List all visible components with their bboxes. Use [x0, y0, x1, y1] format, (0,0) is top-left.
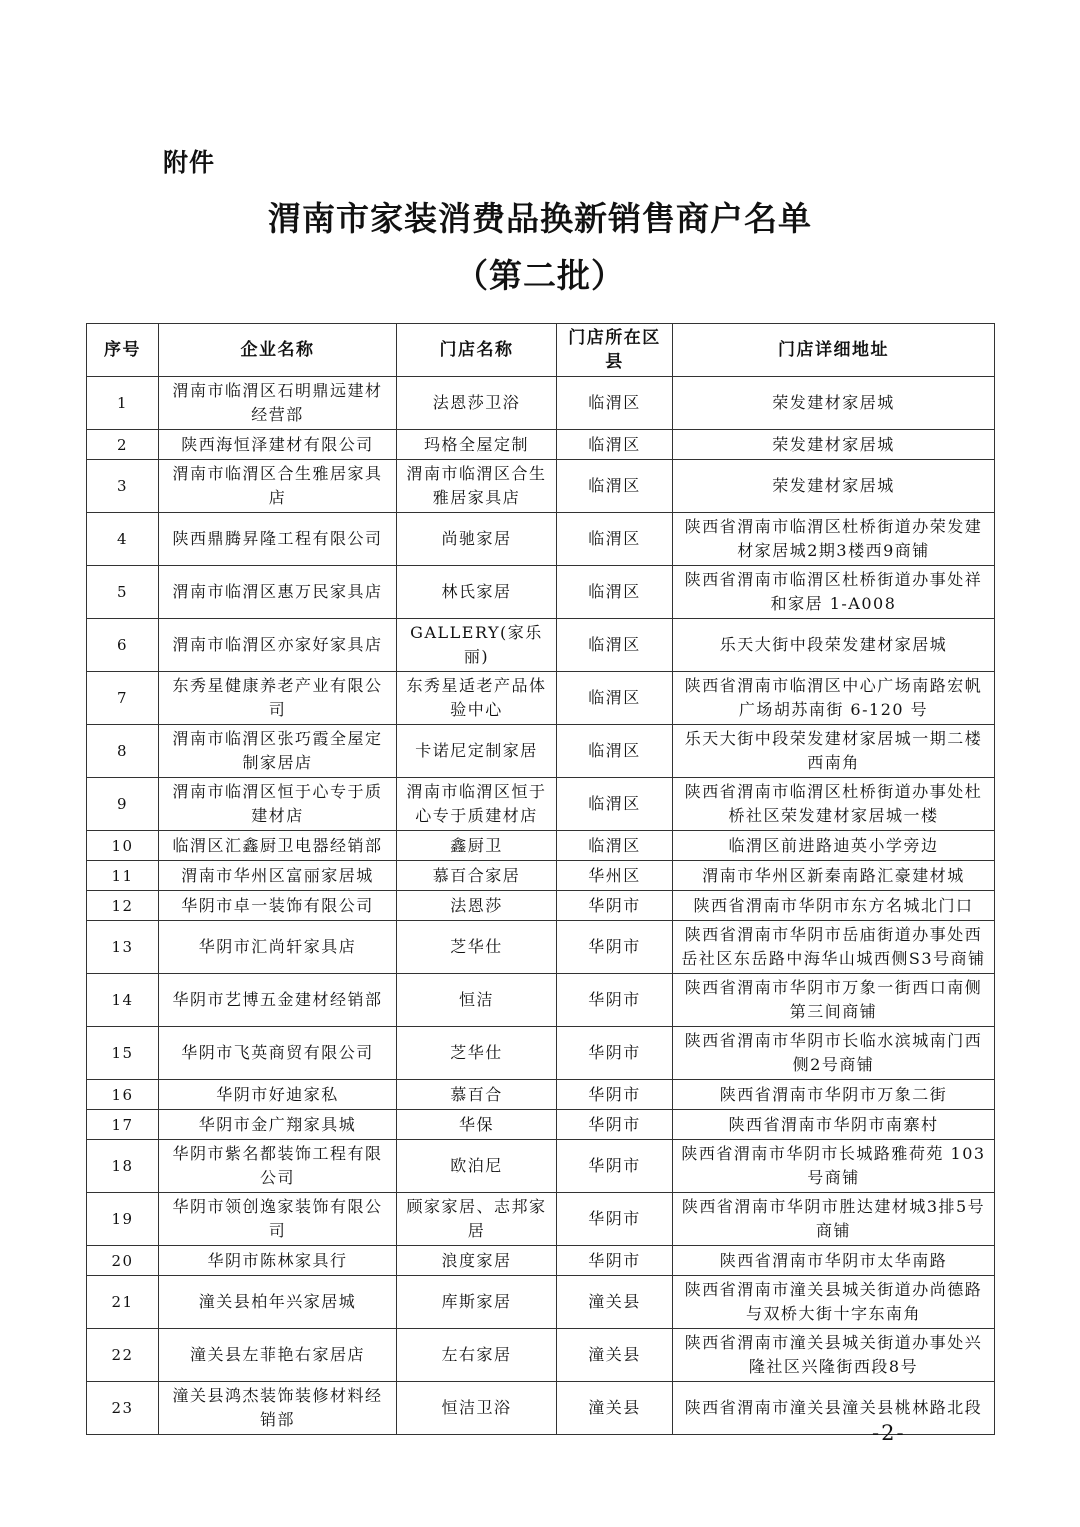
- table-row: [87, 377, 995, 430]
- cell-district: 临渭区: [557, 430, 673, 460]
- cell-district: 华阴市: [557, 1110, 673, 1140]
- cell-store: 尚驰家居: [397, 513, 557, 566]
- cell-company: 华阴市好迪家私: [159, 1080, 397, 1110]
- cell-address: 渭南市华州区新秦南路汇豪建材城: [673, 861, 995, 891]
- cell-district: 华阴市: [557, 921, 673, 974]
- cell-store: 慕百合: [397, 1080, 557, 1110]
- cell-district: 潼关县: [557, 1276, 673, 1329]
- merchant-table: [86, 323, 995, 1435]
- cell-company: 渭南市临渭区石明鼎远建材经营部: [159, 377, 397, 430]
- cell-index: 8: [87, 725, 159, 778]
- cell-index: 11: [87, 861, 159, 891]
- cell-index: 10: [87, 831, 159, 861]
- table-row: [87, 1276, 995, 1329]
- table-row: [87, 725, 995, 778]
- cell-address: 陕西省渭南市潼关县城关街道办事处兴隆社区兴隆街西段8号: [673, 1329, 995, 1382]
- cell-district: 临渭区: [557, 460, 673, 513]
- table-row: [87, 1140, 995, 1193]
- cell-company: 陕西海恒泽建材有限公司: [159, 430, 397, 460]
- cell-district: 临渭区: [557, 831, 673, 861]
- cell-store: 芝华仕: [397, 921, 557, 974]
- cell-store: 顾家家居、志邦家居: [397, 1193, 557, 1246]
- cell-index: 19: [87, 1193, 159, 1246]
- attachment-label: 附件: [163, 148, 216, 177]
- cell-index: 12: [87, 891, 159, 921]
- cell-company: 东秀星健康养老产业有限公司: [159, 672, 397, 725]
- cell-address: 陕西省渭南市华阴市万象二街: [673, 1080, 995, 1110]
- cell-company: 临渭区汇鑫厨卫电器经销部: [159, 831, 397, 861]
- cell-district: 临渭区: [557, 513, 673, 566]
- cell-store: 东秀星适老产品体验中心: [397, 672, 557, 725]
- cell-company: 渭南市临渭区惠万民家具店: [159, 566, 397, 619]
- cell-company: 渭南市临渭区合生雅居家具店: [159, 460, 397, 513]
- cell-company: 渭南市临渭区恒于心专于质建材店: [159, 778, 397, 831]
- table-row: [87, 1080, 995, 1110]
- cell-company: 华阴市陈林家具行: [159, 1246, 397, 1276]
- cell-store: 欧泊尼: [397, 1140, 557, 1193]
- cell-store: 华保: [397, 1110, 557, 1140]
- cell-district: 潼关县: [557, 1382, 673, 1435]
- cell-district: 华阴市: [557, 891, 673, 921]
- cell-store: 鑫厨卫: [397, 831, 557, 861]
- cell-store: 渭南市临渭区恒于心专于质建材店: [397, 778, 557, 831]
- cell-district: 华州区: [557, 861, 673, 891]
- cell-index: 16: [87, 1080, 159, 1110]
- cell-address: 临渭区前进路迪英小学旁边: [673, 831, 995, 861]
- cell-index: 22: [87, 1329, 159, 1382]
- cell-company: 华阴市汇尚轩家具店: [159, 921, 397, 974]
- cell-store: 库斯家居: [397, 1276, 557, 1329]
- cell-store: 林氏家居: [397, 566, 557, 619]
- table-row: [87, 1329, 995, 1382]
- page-number: -2-: [872, 1421, 906, 1445]
- cell-company: 潼关县鸿杰装饰装修材料经销部: [159, 1382, 397, 1435]
- cell-address: 陕西省渭南市华阴市万象一街西口南侧第三间商铺: [673, 974, 995, 1027]
- table-row: [87, 430, 995, 460]
- cell-company: 潼关县柏年兴家居城: [159, 1276, 397, 1329]
- cell-address: 荣发建材家居城: [673, 430, 995, 460]
- table-row: [87, 1246, 995, 1276]
- cell-address: 陕西省渭南市临渭区杜桥街道办荣发建材家居城2期3楼西9商铺: [673, 513, 995, 566]
- cell-address: 陕西省渭南市华阴市南寨村: [673, 1110, 995, 1140]
- page-subtitle: （第二批）: [455, 256, 625, 295]
- cell-company: 华阴市艺博五金建材经销部: [159, 974, 397, 1027]
- cell-address: 陕西省渭南市临渭区中心广场南路宏帆广场胡苏南街 6-120 号: [673, 672, 995, 725]
- cell-company: 华阴市卓一装饰有限公司: [159, 891, 397, 921]
- cell-index: 18: [87, 1140, 159, 1193]
- cell-store: 芝华仕: [397, 1027, 557, 1080]
- cell-address: 乐天大街中段荣发建材家居城: [673, 619, 995, 672]
- cell-index: 2: [87, 430, 159, 460]
- cell-company: 渭南市临渭区张巧霞全屋定制家居店: [159, 725, 397, 778]
- cell-store: 慕百合家居: [397, 861, 557, 891]
- table-row: [87, 1193, 995, 1246]
- cell-store: 左右家居: [397, 1329, 557, 1382]
- table-row: [87, 831, 995, 861]
- cell-district: 华阴市: [557, 1140, 673, 1193]
- table-row: [87, 566, 995, 619]
- cell-address: 乐天大街中段荣发建材家居城一期二楼西南角: [673, 725, 995, 778]
- header-address: 门店详细地址: [673, 324, 995, 377]
- cell-index: 13: [87, 921, 159, 974]
- cell-index: 23: [87, 1382, 159, 1435]
- cell-index: 1: [87, 377, 159, 430]
- header-company: 企业名称: [159, 324, 397, 377]
- cell-address: 陕西省渭南市华阴市岳庙街道办事处西岳社区东岳路中海华山城西侧S3号商铺: [673, 921, 995, 974]
- cell-index: 21: [87, 1276, 159, 1329]
- table-row: [87, 1027, 995, 1080]
- cell-store: 恒洁: [397, 974, 557, 1027]
- cell-district: 华阴市: [557, 1027, 673, 1080]
- cell-district: 华阴市: [557, 974, 673, 1027]
- table-row: [87, 921, 995, 974]
- cell-index: 5: [87, 566, 159, 619]
- cell-store: 恒洁卫浴: [397, 1382, 557, 1435]
- cell-store: 浪度家居: [397, 1246, 557, 1276]
- table-row: [87, 861, 995, 891]
- table-row: [87, 974, 995, 1027]
- cell-company: 华阴市领创逸家装饰有限公司: [159, 1193, 397, 1246]
- cell-index: 15: [87, 1027, 159, 1080]
- table-header-row: [87, 324, 995, 377]
- cell-district: 临渭区: [557, 377, 673, 430]
- cell-index: 3: [87, 460, 159, 513]
- cell-address: 陕西省渭南市华阴市东方名城北门口: [673, 891, 995, 921]
- cell-district: 潼关县: [557, 1329, 673, 1382]
- cell-address: 陕西省渭南市潼关县潼关县桃林路北段: [673, 1382, 995, 1435]
- table-row: [87, 891, 995, 921]
- cell-district: 华阴市: [557, 1246, 673, 1276]
- cell-index: 4: [87, 513, 159, 566]
- table-row: [87, 672, 995, 725]
- cell-store: 渭南市临渭区合生雅居家具店: [397, 460, 557, 513]
- cell-address: 荣发建材家居城: [673, 377, 995, 430]
- cell-index: 17: [87, 1110, 159, 1140]
- cell-index: 7: [87, 672, 159, 725]
- cell-store: 法恩莎: [397, 891, 557, 921]
- cell-district: 临渭区: [557, 619, 673, 672]
- cell-company: 华阴市金广翔家具城: [159, 1110, 397, 1140]
- table-row: [87, 778, 995, 831]
- cell-address: 陕西省渭南市华阴市长临水滨城南门西侧2号商铺: [673, 1027, 995, 1080]
- cell-address: 陕西省渭南市潼关县城关街道办尚德路与双桥大街十字东南角: [673, 1276, 995, 1329]
- table-row: [87, 1382, 995, 1435]
- cell-company: 华阴市飞英商贸有限公司: [159, 1027, 397, 1080]
- cell-address: 陕西省渭南市华阴市太华南路: [673, 1246, 995, 1276]
- cell-index: 6: [87, 619, 159, 672]
- cell-company: 渭南市华州区富丽家居城: [159, 861, 397, 891]
- table-row: [87, 619, 995, 672]
- cell-address: 陕西省渭南市临渭区杜桥街道办事处杜桥社区荣发建材家居城一楼: [673, 778, 995, 831]
- cell-address: 陕西省渭南市华阴市胜达建材城3排5号商铺: [673, 1193, 995, 1246]
- page-title: 渭南市家装消费品换新销售商户名单: [268, 199, 812, 238]
- table-row: [87, 513, 995, 566]
- cell-store: 卡诺尼定制家居: [397, 725, 557, 778]
- table-body: [87, 377, 995, 1435]
- cell-district: 临渭区: [557, 566, 673, 619]
- table-row: [87, 1110, 995, 1140]
- cell-index: 20: [87, 1246, 159, 1276]
- cell-district: 临渭区: [557, 672, 673, 725]
- header-store: 门店名称: [397, 324, 557, 377]
- table-row: [87, 460, 995, 513]
- cell-district: 临渭区: [557, 725, 673, 778]
- cell-district: 临渭区: [557, 778, 673, 831]
- cell-store: GALLERY(家乐丽): [397, 619, 557, 672]
- cell-company: 渭南市临渭区亦家好家具店: [159, 619, 397, 672]
- cell-company: 潼关县左菲艳右家居店: [159, 1329, 397, 1382]
- cell-store: 玛格全屋定制: [397, 430, 557, 460]
- cell-district: 华阴市: [557, 1193, 673, 1246]
- cell-district: 华阴市: [557, 1080, 673, 1110]
- cell-company: 华阴市紫名都装饰工程有限公司: [159, 1140, 397, 1193]
- cell-index: 14: [87, 974, 159, 1027]
- cell-address: 陕西省渭南市临渭区杜桥街道办事处祥和家居 1-A008: [673, 566, 995, 619]
- cell-address: 陕西省渭南市华阴市长城路雅荷苑 103 号商铺: [673, 1140, 995, 1193]
- cell-store: 法恩莎卫浴: [397, 377, 557, 430]
- header-district: 门店所在区县: [557, 324, 673, 377]
- header-index: 序号: [87, 324, 159, 377]
- cell-address: 荣发建材家居城: [673, 460, 995, 513]
- cell-index: 9: [87, 778, 159, 831]
- cell-company: 陕西鼎腾昇隆工程有限公司: [159, 513, 397, 566]
